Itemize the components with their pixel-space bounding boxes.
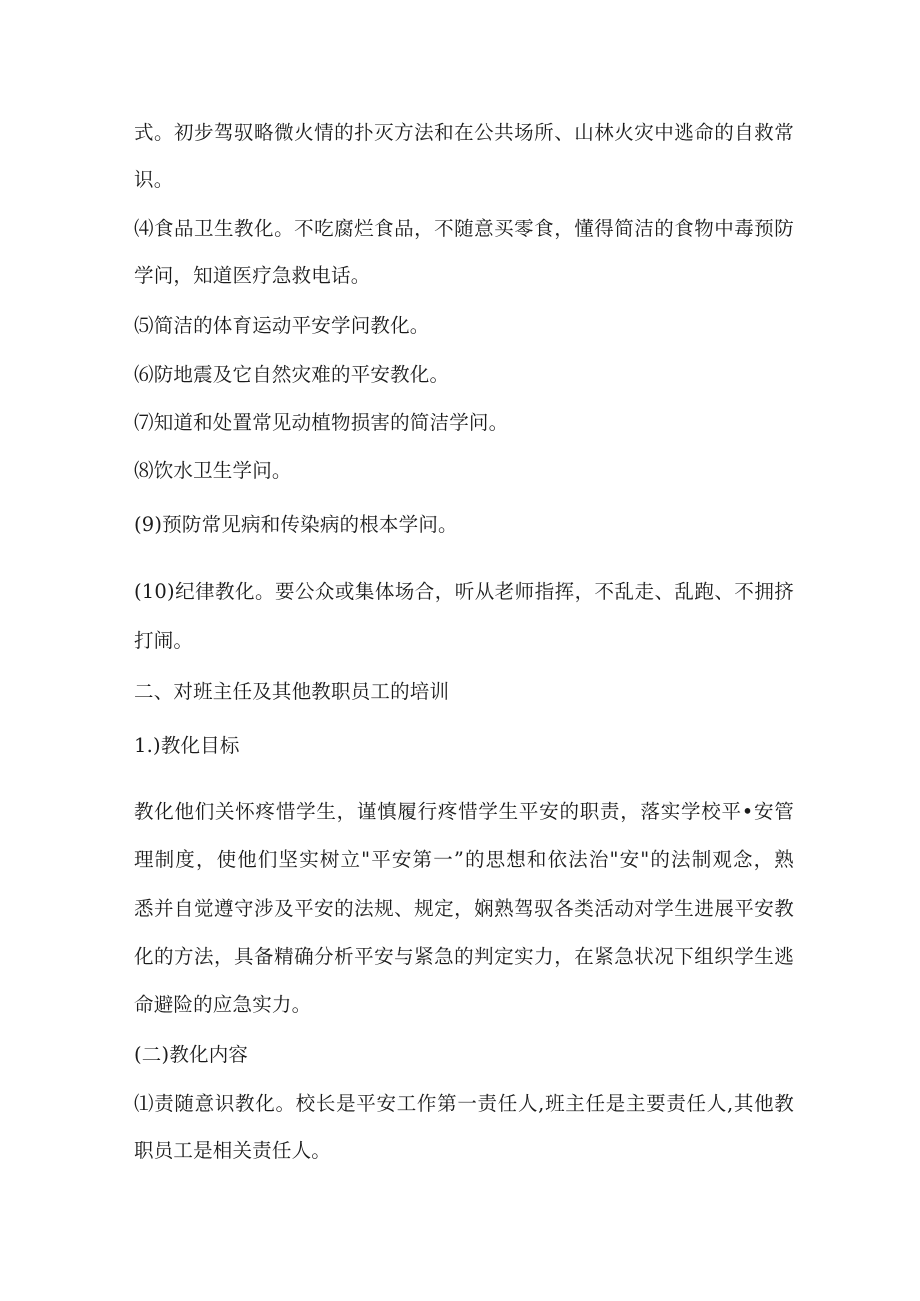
- text-line: 命避险的应急实力。: [134, 993, 312, 1016]
- text-line: 理制度，使他们坚实树立"平安第一”的思想和依法治"安"的法制观念，熟: [134, 848, 794, 871]
- text-line: ⑷食品卫生教化。不吃腐烂食品，不随意买零食，懂得简洁的食物中毒预防: [134, 217, 794, 240]
- text-line: 悉并自觉遵守涉及平安的法规、规定，娴熟驾驭各类活动对学生进展平安教: [134, 897, 794, 920]
- text-line: 职员工是相关责任人。: [134, 1139, 332, 1162]
- text-line: 学问，知道医疗急救电话。: [134, 264, 371, 287]
- text-line: 打闹。: [134, 629, 194, 652]
- text-line: ⑸简洁的体育运动平安学问教化。: [134, 314, 430, 337]
- subsection-heading: (二)教化内容: [134, 1043, 249, 1066]
- text-line: 式。初步驾驭略微火情的扑灭方法和在公共场所、山林火灾中逃命的自救常: [134, 121, 794, 144]
- text-line: ⑴责随意识教化。校长是平安工作第一责任人,班主任是主要责任人,其他教: [134, 1092, 794, 1115]
- text-line: 教化他们关怀疼惜学生，谨慎履行疼惜学生平安的职责，落实学校平•安管: [134, 800, 794, 823]
- section-heading: 二、对班主任及其他教职员工的培训: [134, 680, 450, 703]
- text-line: (10)纪律教化。要公众或集体场合，听从老师指挥，不乱走、乱跑、不拥挤: [134, 580, 794, 603]
- text-line: (9)预防常见病和传染病的根本学问。: [134, 513, 458, 536]
- text-line: ⑹防地震及它自然灾难的平安教化。: [134, 363, 450, 386]
- text-line: ⑻饮水卫生学问。: [134, 459, 292, 482]
- text-line: 化的方法，具备精确分析平安与紧急的判定实力，在紧急状况下组织学生逃: [134, 945, 794, 968]
- text-line: ⑺知道和处置常见动植物损害的简洁学问。: [134, 411, 509, 434]
- text-line: 识。: [134, 168, 174, 191]
- subsection-heading: 1.)教化目标: [134, 734, 240, 757]
